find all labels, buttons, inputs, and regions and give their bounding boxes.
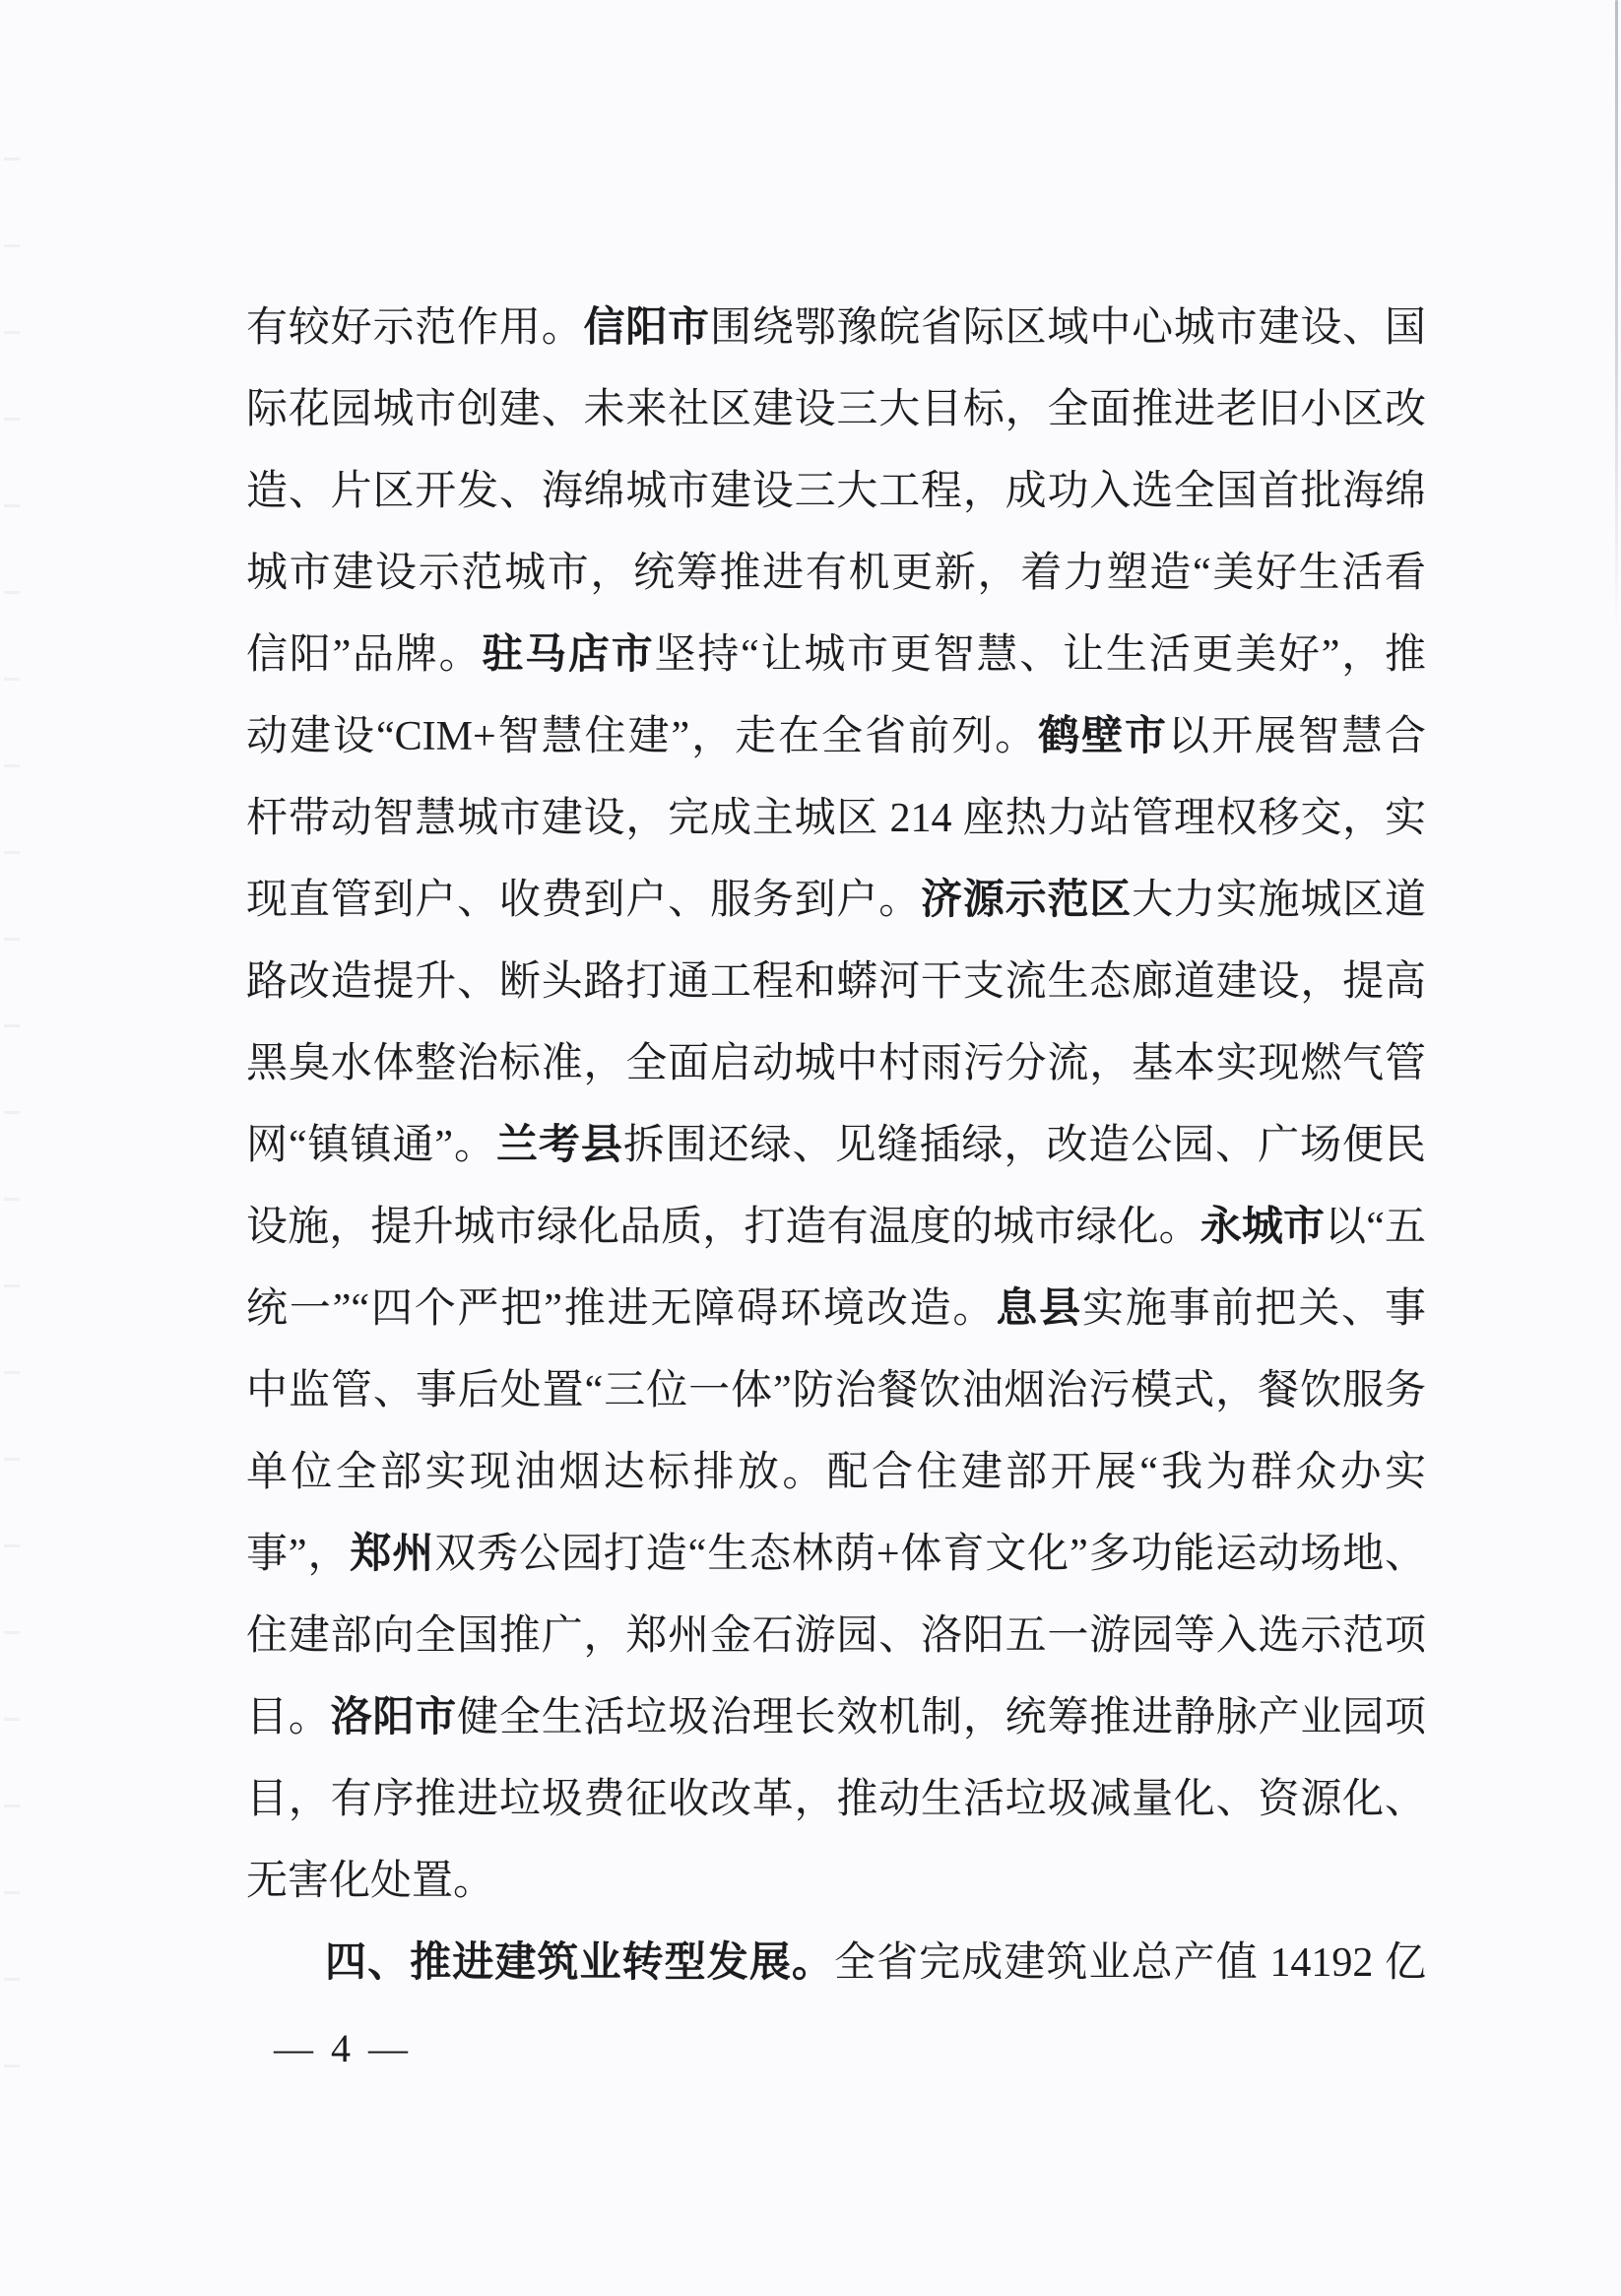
body-text-run: 城市建设示范城市，统筹推进有机更新，着力塑造“美好生活看 [246,551,1426,596]
emphasis-text-run: 洛阳市 [330,1695,458,1740]
body-text-run: 事”， [246,1532,351,1577]
body-text-run: 有较好示范作用。 [246,305,584,351]
body-text-run: 无害化处置。 [246,1859,495,1904]
body-text-run: 单位全部实现油烟达标排放。配合住建部开展“我为群众办实 [246,1450,1426,1495]
body-text-run: 大力实施城区道 [1132,878,1426,923]
text-line [246,1350,1426,1432]
body-text-run: 以开展智慧合 [1168,714,1426,759]
text-line [246,1023,1426,1105]
body-text-run: 造、片区开发、海绵城市建设三大工程，成功入选全国首批海绵 [246,469,1426,514]
emphasis-text-run: 鹤壁市 [1038,714,1169,759]
text-line [246,615,1426,696]
body-text-run: 坚持“让城市更智慧、让生活更美好”，推 [654,632,1426,678]
text-line [246,696,1426,778]
text-line [246,369,1426,451]
text-line [246,1759,1426,1841]
text-line [246,1187,1426,1269]
body-text-run: 现直管到户、收费到户、服务到户。 [246,878,922,923]
emphasis-text-run: 永城市 [1200,1205,1326,1250]
body-text-run: 黑臭水体整治标准，全面启动城中村雨污分流，基本实现燃气管 [246,1041,1426,1086]
page-number: — 4 — [274,2026,412,2070]
body-text-run: 拆围还绿、见缝插绿，改造公园、广场便民 [622,1123,1426,1168]
body-text-run: 路改造提升、断头路打通工程和蟒河干支流生态廊道建设，提高 [246,959,1426,1005]
text-line [246,942,1426,1023]
body-text-run: 以“五 [1325,1205,1426,1250]
text-line [246,288,1426,369]
text-line [246,1269,1426,1350]
emphasis-text-run: 四、推进建筑业转型发展。 [325,1940,834,1986]
text-line [246,1596,1426,1677]
body-text-run: 统一”“四个严把”推进无障碍环境改造。 [246,1286,997,1332]
emphasis-text-run: 济源示范区 [921,878,1133,923]
text-line [246,1923,1426,2004]
text-line [246,1841,1426,1923]
emphasis-text-run: 兰考县 [495,1123,623,1168]
body-text-run: 双秀公园打造“生态林荫+体育文化”多功能运动场地、 [434,1532,1426,1577]
text-line [246,1105,1426,1187]
scan-edge-artifact-right [1615,0,1618,630]
body-text-run: 目。 [246,1695,331,1740]
text-line [246,533,1426,615]
text-line [246,451,1426,533]
body-text-run: 围绕鄂豫皖省际区域中心城市建设、国 [709,305,1426,351]
emphasis-text-run: 信阳市 [583,305,710,351]
text-line [246,860,1426,942]
body-text-run: 目，有序推进垃圾费征收改革，推动生活垃圾减量化、资源化、 [246,1777,1426,1822]
body-text-run: 信阳”品牌。 [246,632,483,678]
body-text-run: 动建设“CIM+智慧住建”，走在全省前列。 [246,714,1039,759]
text-line [246,1432,1426,1514]
text-line [246,778,1426,860]
body-text-run: 杆带动智慧城市建设，完成主城区 214 座热力站管理权移交，实 [246,796,1426,841]
body-text-run: 健全生活垃圾治理长效机制，统筹推进静脉产业园项 [457,1695,1426,1740]
document-body [246,288,1426,2004]
body-text-run: 住建部向全国推广，郑州金石游园、洛阳五一游园等入选示范项 [246,1613,1426,1659]
text-line [246,1677,1426,1759]
scan-edge-artifact-left [4,158,20,2128]
body-text-run: 设施，提升城市绿化品质，打造有温度的城市绿化。 [246,1205,1200,1250]
body-text-run: 网“镇镇通”。 [246,1123,496,1168]
emphasis-text-run: 郑州 [350,1532,435,1577]
body-text-run: 实施事前把关、事 [1082,1286,1426,1332]
body-text-run: 中监管、事后处置“三位一体”防治餐饮油烟治污模式，餐饮服务 [246,1368,1426,1413]
emphasis-text-run: 驻马店市 [482,632,655,678]
emphasis-text-run: 息县 [996,1286,1082,1332]
body-text-run: 全省完成建筑业总产值 14192 亿 [834,1940,1426,1986]
body-text-run: 际花园城市创建、未来社区建设三大目标，全面推进老旧小区改 [246,387,1426,432]
text-line [246,1514,1426,1596]
